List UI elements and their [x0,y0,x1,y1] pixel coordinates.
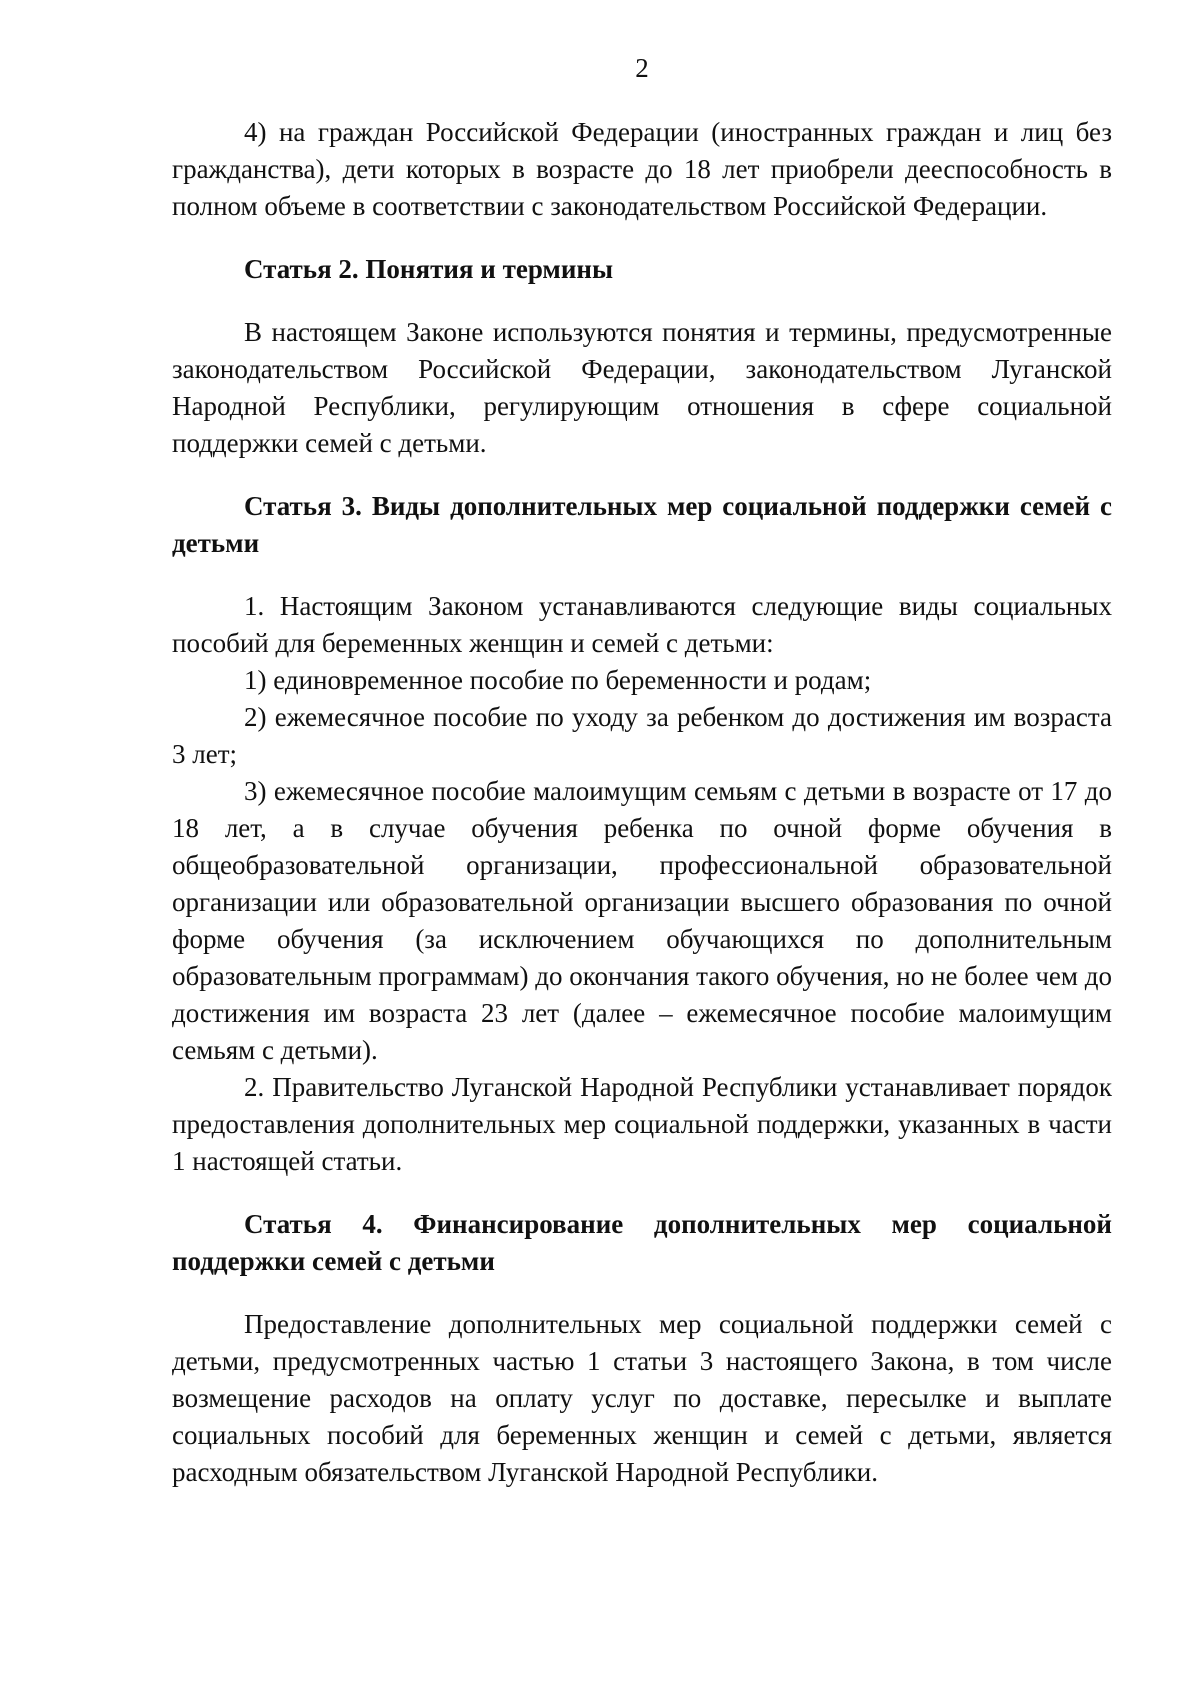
page-number: 2 [635,53,649,83]
article-4-heading: Статья 4. Финансирование дополнительных мер социальной поддержки семей с детьми [172,1209,1112,1276]
article-2-text: В настоящем Законе используются понятия и термины, предусмотренные законодательством Российской Федерации, законодательством Луганской Народной Республики, регулирующим отношения в сфере социальной поддержки семей с детьми. [172,317,1112,458]
intro-item-4: 4) на граждан Российской Федерации (иностранных граждан и лиц без гражданства), дети которых в возрасте до 18 лет приобрели дееспособность в полном объеме в соответствии с законодательством Российской Федерации. [172,117,1112,221]
article-4-text: Предоставление дополнительных мер социальной поддержки семей с детьми, предусмотренных частью 1 статьи 3 настоящего Закона, в том числе возмещение расходов на оплату услуг по доставке, пересылке и выплате социальных пособий для беременных женщин и семей с детьми, является расходным обязательством Луганской Народной Республики. [172,1309,1112,1487]
article-3-item-2: 2) ежемесячное пособие по уходу за ребенком до достижения им возраста 3 лет; [172,702,1112,769]
article-2-heading: Статья 2. Понятия и термины [244,254,614,284]
article-3-item-3: 3) ежемесячное пособие малоимущим семьям с детьми в возрасте от 17 до 18 лет, а в случае обучения ребенка по очной форме обучения в общеобразовательной организации, профессиональной образовательной организации или образовательной организации высшего образования по очной форме обучения (за исключением обучающихся по дополнительным образовательным программам) до окончания такого обучения, но не более чем до достижения им возраста 23 лет (далее – ежемесячное пособие малоимущим семьям с детьми). [172,776,1112,1065]
article-3-item-1: 1) единовременное пособие по беременности и родам; [244,665,872,695]
article-3-heading: Статья 3. Виды дополнительных мер социальной поддержки семей с детьми [172,491,1112,558]
document-page [172,50,1112,1491]
article-3-part-2: 2. Правительство Луганской Народной Республики устанавливает порядок предоставления дополнительных мер социальной поддержки, указанных в части 1 настоящей статьи. [172,1072,1112,1176]
article-3-part-1: 1. Настоящим Законом устанавливаются следующие виды социальных пособий для беременных женщин и семей с детьми: [172,591,1112,658]
